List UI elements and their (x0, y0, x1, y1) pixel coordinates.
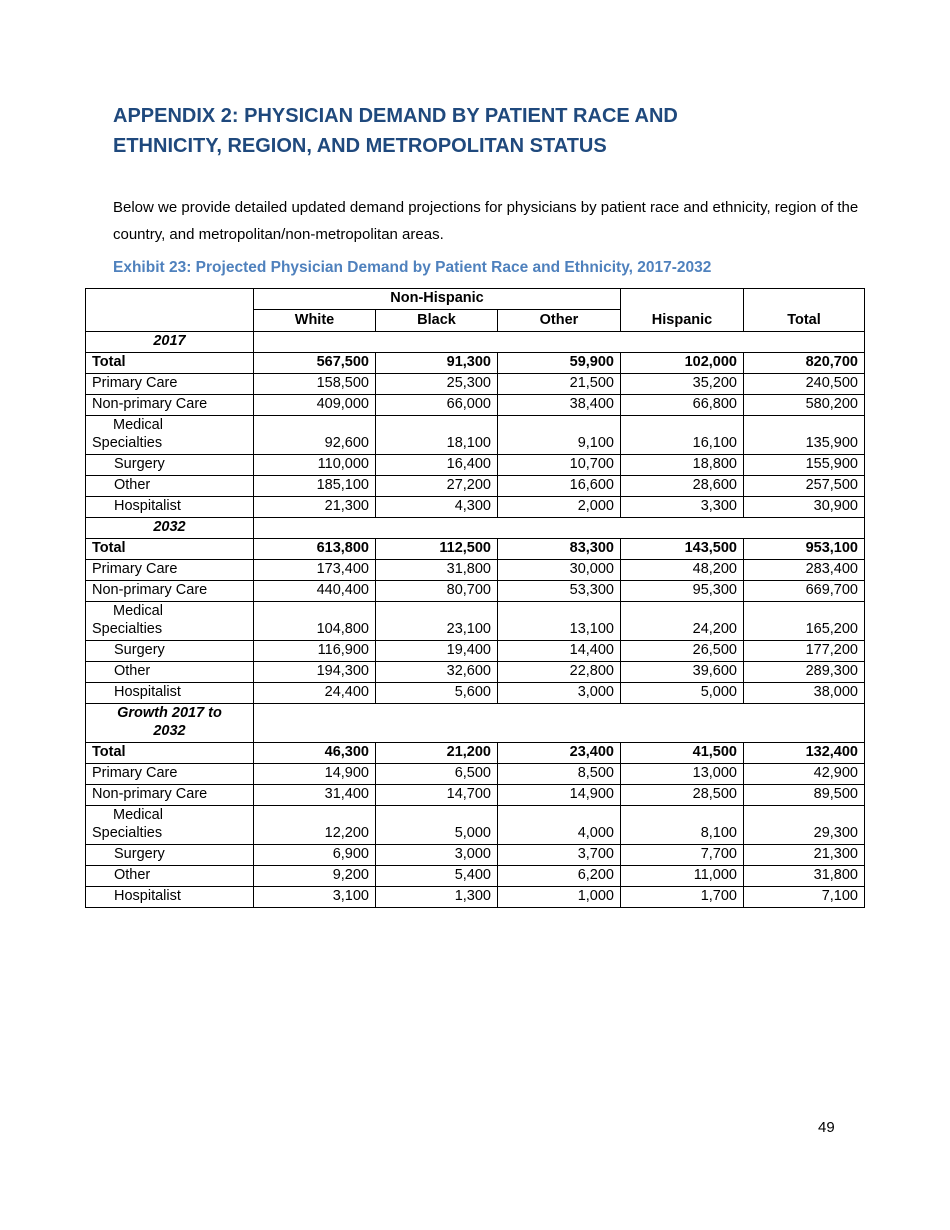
cell-non-primary-care-hispanic: 66,800 (621, 395, 744, 416)
row-label: Hospitalist (86, 497, 254, 518)
table-row-2032-other (86, 662, 865, 683)
cell-total-hispanic: 102,000 (621, 353, 744, 374)
cell-primary-care-black: 25,300 (376, 374, 498, 395)
section-row-2032 (86, 518, 865, 539)
cell-other-other: 22,800 (498, 662, 621, 683)
section-label: 2017 (86, 332, 254, 353)
cell-primary-care-other: 8,500 (498, 764, 621, 785)
exhibit-23-table (85, 288, 865, 908)
cell-other-hispanic: 28,600 (621, 476, 744, 497)
cell-total-total: 132,400 (744, 743, 865, 764)
cell-hospitalist-hispanic: 3,300 (621, 497, 744, 518)
cell-surgery-other: 3,700 (498, 845, 621, 866)
cell-other-white: 9,200 (254, 866, 376, 887)
cell-hospitalist-total: 38,000 (744, 683, 865, 704)
table-row-2017-surgery (86, 455, 865, 476)
cell-total-white: 567,500 (254, 353, 376, 374)
table-row-2032-primary-care (86, 560, 865, 581)
table-row-2032-hospitalist (86, 683, 865, 704)
row-label-line: Medical (113, 417, 163, 433)
cell-total-hispanic: 143,500 (621, 539, 744, 560)
cell-primary-care-total: 240,500 (744, 374, 865, 395)
cell-non-primary-care-other: 53,300 (498, 581, 621, 602)
cell-medical-specialties-total: 135,900 (744, 416, 865, 455)
cell-medical-specialties-hispanic: 24,200 (621, 602, 744, 641)
cell-hospitalist-other: 2,000 (498, 497, 621, 518)
cell-hospitalist-hispanic: 5,000 (621, 683, 744, 704)
cell-non-primary-care-other: 14,900 (498, 785, 621, 806)
intro-paragraph: Below we provide detailed updated demand projections for physicians by patient race and ethnicity, region of the country, and metropolitan/non-metropolitan areas. (113, 199, 859, 243)
cell-surgery-black: 19,400 (376, 641, 498, 662)
cell-other-total: 257,500 (744, 476, 865, 497)
col-header-black: Black (376, 310, 498, 332)
cell-surgery-hispanic: 7,700 (621, 845, 744, 866)
cell-medical-specialties-hispanic: 16,100 (621, 416, 744, 455)
cell-hospitalist-total: 30,900 (744, 497, 865, 518)
row-label-line: Specialties (92, 825, 163, 841)
cell-total-other: 59,900 (498, 353, 621, 374)
row-label (86, 602, 254, 641)
table-row-growth-2017-to-2032-non-primary-care (86, 785, 865, 806)
cell-medical-specialties-other: 9,100 (498, 416, 621, 455)
col-header-hispanic: Hispanic (621, 289, 744, 332)
row-label: Primary Care (86, 560, 254, 581)
cell-hospitalist-black: 4,300 (376, 497, 498, 518)
row-label: Hospitalist (86, 887, 254, 908)
section-empty-cell (254, 332, 865, 353)
cell-hospitalist-hispanic: 1,700 (621, 887, 744, 908)
cell-primary-care-black: 31,800 (376, 560, 498, 581)
cell-primary-care-total: 283,400 (744, 560, 865, 581)
cell-medical-specialties-black: 18,100 (376, 416, 498, 455)
cell-total-total: 953,100 (744, 539, 865, 560)
cell-other-other: 6,200 (498, 866, 621, 887)
section-label: Growth 2017 to 2032 (86, 704, 254, 743)
cell-other-total: 31,800 (744, 866, 865, 887)
table-row-growth-2017-to-2032-total (86, 743, 865, 764)
cell-non-primary-care-total: 89,500 (744, 785, 865, 806)
cell-surgery-other: 10,700 (498, 455, 621, 476)
row-label: Total (86, 743, 254, 764)
section-empty-cell (254, 704, 865, 743)
cell-hospitalist-white: 24,400 (254, 683, 376, 704)
row-label-line: Medical (113, 603, 163, 619)
table-row-2017-non-primary-care (86, 395, 865, 416)
row-label (86, 416, 254, 455)
row-label: Other (86, 866, 254, 887)
group-header-non-hispanic: Non-Hispanic (254, 289, 621, 310)
cell-surgery-white: 6,900 (254, 845, 376, 866)
cell-other-total: 289,300 (744, 662, 865, 683)
table-row-2032-total (86, 539, 865, 560)
cell-primary-care-total: 42,900 (744, 764, 865, 785)
table-row-growth-2017-to-2032-primary-care (86, 764, 865, 785)
cell-non-primary-care-other: 38,400 (498, 395, 621, 416)
col-header-total: Total (744, 289, 865, 332)
cell-primary-care-black: 6,500 (376, 764, 498, 785)
cell-non-primary-care-white: 409,000 (254, 395, 376, 416)
row-label: Non-primary Care (86, 395, 254, 416)
col-header-other: Other (498, 310, 621, 332)
cell-other-white: 185,100 (254, 476, 376, 497)
row-label-line: Specialties (92, 435, 163, 451)
cell-medical-specialties-other: 4,000 (498, 806, 621, 845)
cell-total-white: 613,800 (254, 539, 376, 560)
cell-non-primary-care-black: 66,000 (376, 395, 498, 416)
table-row-2032-non-primary-care (86, 581, 865, 602)
cell-non-primary-care-total: 669,700 (744, 581, 865, 602)
corner-empty-cell (86, 289, 254, 332)
cell-non-primary-care-hispanic: 28,500 (621, 785, 744, 806)
cell-primary-care-hispanic: 13,000 (621, 764, 744, 785)
cell-other-hispanic: 39,600 (621, 662, 744, 683)
cell-non-primary-care-total: 580,200 (744, 395, 865, 416)
table-header-row-group (86, 289, 865, 310)
cell-hospitalist-black: 1,300 (376, 887, 498, 908)
cell-surgery-hispanic: 26,500 (621, 641, 744, 662)
cell-total-other: 83,300 (498, 539, 621, 560)
table-row-2032-surgery (86, 641, 865, 662)
row-label: Hospitalist (86, 683, 254, 704)
cell-primary-care-other: 30,000 (498, 560, 621, 581)
cell-surgery-white: 110,000 (254, 455, 376, 476)
section-row-2017 (86, 332, 865, 353)
cell-total-white: 46,300 (254, 743, 376, 764)
cell-primary-care-other: 21,500 (498, 374, 621, 395)
cell-other-black: 27,200 (376, 476, 498, 497)
cell-hospitalist-total: 7,100 (744, 887, 865, 908)
cell-total-total: 820,700 (744, 353, 865, 374)
table-row-growth-2017-to-2032-other (86, 866, 865, 887)
cell-hospitalist-white: 21,300 (254, 497, 376, 518)
row-label: Non-primary Care (86, 785, 254, 806)
section-row-growth-2017-to-2032 (86, 704, 865, 743)
section-empty-cell (254, 518, 865, 539)
cell-hospitalist-white: 3,100 (254, 887, 376, 908)
cell-medical-specialties-total: 165,200 (744, 602, 865, 641)
row-label: Other (86, 662, 254, 683)
cell-total-black: 91,300 (376, 353, 498, 374)
cell-hospitalist-other: 1,000 (498, 887, 621, 908)
cell-non-primary-care-white: 440,400 (254, 581, 376, 602)
page-number: 49 (818, 1119, 835, 1136)
table-row-growth-2017-to-2032-surgery (86, 845, 865, 866)
cell-total-black: 21,200 (376, 743, 498, 764)
cell-surgery-hispanic: 18,800 (621, 455, 744, 476)
col-header-white: White (254, 310, 376, 332)
cell-primary-care-hispanic: 48,200 (621, 560, 744, 581)
table-row-growth-2017-to-2032-medical-specialties (86, 806, 865, 845)
row-label: Total (86, 353, 254, 374)
cell-other-black: 5,400 (376, 866, 498, 887)
cell-hospitalist-black: 5,600 (376, 683, 498, 704)
row-label: Primary Care (86, 374, 254, 395)
cell-surgery-total: 155,900 (744, 455, 865, 476)
table-row-2017-hospitalist (86, 497, 865, 518)
cell-total-other: 23,400 (498, 743, 621, 764)
cell-surgery-black: 16,400 (376, 455, 498, 476)
cell-medical-specialties-black: 23,100 (376, 602, 498, 641)
row-label: Primary Care (86, 764, 254, 785)
row-label: Non-primary Care (86, 581, 254, 602)
cell-medical-specialties-black: 5,000 (376, 806, 498, 845)
cell-surgery-other: 14,400 (498, 641, 621, 662)
table-row-growth-2017-to-2032-hospitalist (86, 887, 865, 908)
cell-other-black: 32,600 (376, 662, 498, 683)
cell-total-hispanic: 41,500 (621, 743, 744, 764)
table-row-2017-other (86, 476, 865, 497)
cell-medical-specialties-white: 104,800 (254, 602, 376, 641)
cell-primary-care-white: 158,500 (254, 374, 376, 395)
row-label: Surgery (86, 845, 254, 866)
cell-hospitalist-other: 3,000 (498, 683, 621, 704)
row-label-line: Medical (113, 807, 163, 823)
row-label-line: Specialties (92, 621, 163, 637)
cell-other-white: 194,300 (254, 662, 376, 683)
cell-other-other: 16,600 (498, 476, 621, 497)
table-row-2017-total (86, 353, 865, 374)
cell-medical-specialties-white: 12,200 (254, 806, 376, 845)
row-label: Surgery (86, 641, 254, 662)
cell-medical-specialties-other: 13,100 (498, 602, 621, 641)
table-row-2017-medical-specialties (86, 416, 865, 455)
cell-medical-specialties-hispanic: 8,100 (621, 806, 744, 845)
cell-medical-specialties-total: 29,300 (744, 806, 865, 845)
cell-total-black: 112,500 (376, 539, 498, 560)
exhibit-title: Exhibit 23: Projected Physician Demand by Patient Race and Ethnicity, 2017-2032 (113, 259, 712, 276)
cell-surgery-total: 21,300 (744, 845, 865, 866)
cell-medical-specialties-white: 92,600 (254, 416, 376, 455)
cell-surgery-total: 177,200 (744, 641, 865, 662)
cell-primary-care-white: 14,900 (254, 764, 376, 785)
cell-primary-care-white: 173,400 (254, 560, 376, 581)
cell-non-primary-care-black: 80,700 (376, 581, 498, 602)
row-label (86, 806, 254, 845)
cell-surgery-black: 3,000 (376, 845, 498, 866)
cell-non-primary-care-black: 14,700 (376, 785, 498, 806)
cell-surgery-white: 116,900 (254, 641, 376, 662)
page-title: APPENDIX 2: PHYSICIAN DEMAND BY PATIENT RACE AND ETHNICITY, REGION, AND METROPOLITAN STATUS (113, 105, 678, 157)
table-row-2017-primary-care (86, 374, 865, 395)
row-label: Total (86, 539, 254, 560)
cell-non-primary-care-hispanic: 95,300 (621, 581, 744, 602)
row-label: Surgery (86, 455, 254, 476)
row-label: Other (86, 476, 254, 497)
section-label: 2032 (86, 518, 254, 539)
cell-primary-care-hispanic: 35,200 (621, 374, 744, 395)
cell-other-hispanic: 11,000 (621, 866, 744, 887)
cell-non-primary-care-white: 31,400 (254, 785, 376, 806)
table-row-2032-medical-specialties (86, 602, 865, 641)
